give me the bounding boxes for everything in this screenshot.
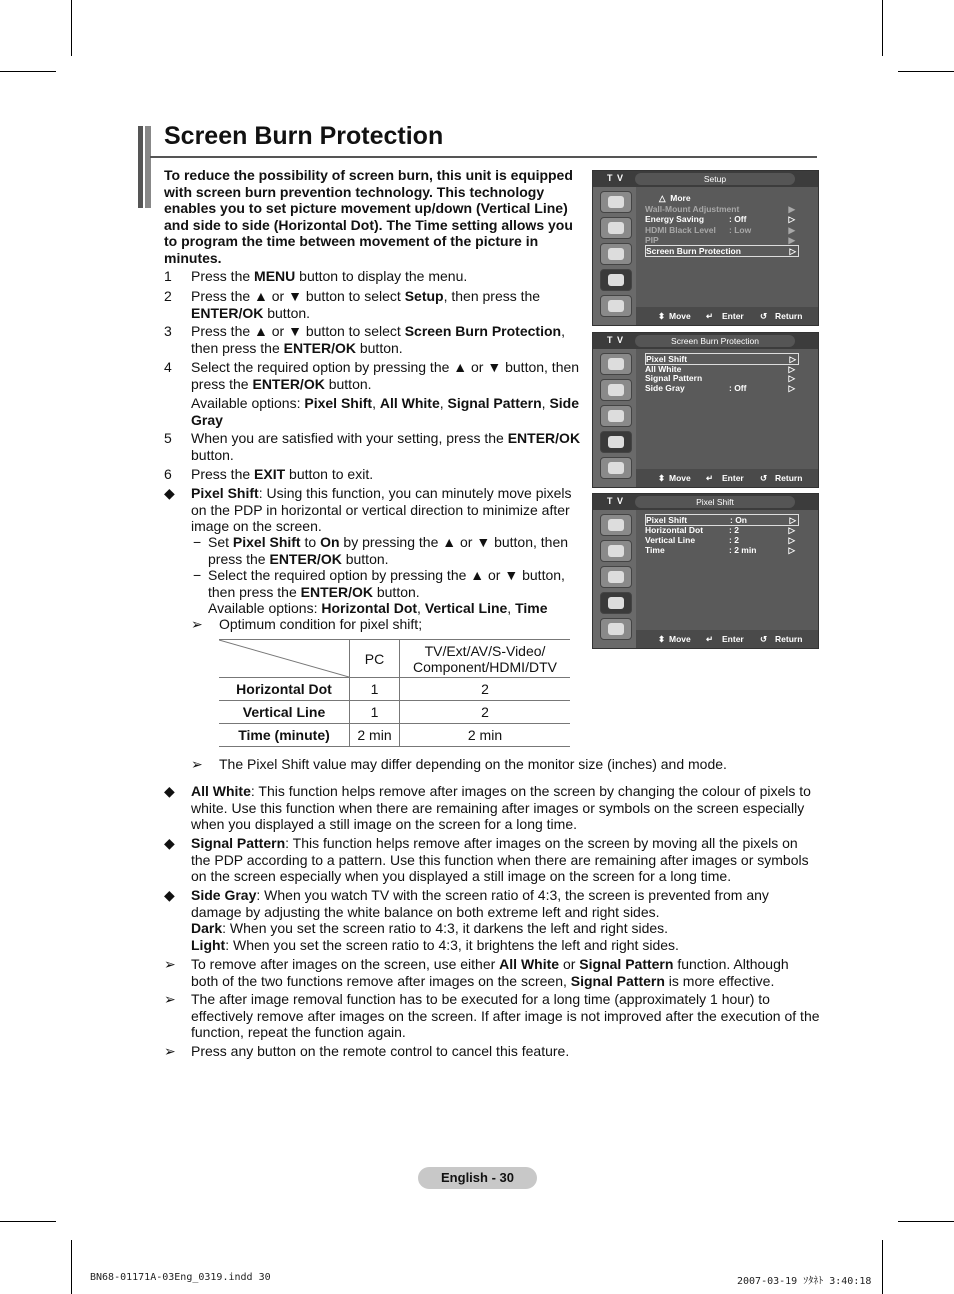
table-corner	[219, 640, 350, 678]
step-number: 6	[164, 466, 172, 482]
sound-icon	[600, 540, 632, 562]
diamond-bullet-icon: ◆	[164, 835, 175, 851]
diamond-bullet-icon: ◆	[164, 485, 175, 501]
menu-icon-column	[593, 187, 636, 325]
diamond-bullet-icon: ◆	[164, 887, 175, 903]
table-row	[219, 678, 570, 701]
menu-row: All White ▷	[645, 364, 795, 374]
channel-icon	[600, 243, 632, 265]
print-footer-right: 2007-03-19 ｿﾀﾈﾄ 3:40:18	[737, 1276, 872, 1287]
menu-title: Screen Burn Protection	[635, 335, 795, 347]
crop-mark	[882, 0, 883, 56]
optimum-note: Optimum condition for pixel shift;	[219, 616, 423, 632]
tv-label: T V	[607, 496, 625, 506]
pixel-shift-description: Pixel Shift: Using this function, you can minutely move pixels on the PDP in horizontal or vertical direction to minimize after image on the screen.	[191, 485, 572, 534]
setup-gear-icon	[600, 592, 632, 614]
title-rule	[150, 156, 817, 158]
crop-mark	[0, 1221, 56, 1222]
channel-icon	[600, 405, 632, 427]
tv-label: T V	[607, 173, 625, 183]
cell-tv: 2 min	[400, 724, 571, 747]
setup-menu-screenshot	[592, 170, 819, 326]
note-arrow-icon: ➢	[164, 956, 176, 972]
menu-row: Energy Saving : Off ▷	[645, 214, 795, 224]
step-4: Select the required option by pressing the ▲ or ▼ button, then press the ENTER/OK button.	[191, 359, 580, 392]
menu-row-selected: Pixel Shift : On ▷	[645, 514, 799, 526]
cell-pc: 1	[350, 678, 400, 701]
table-row	[219, 724, 570, 747]
menu-header	[593, 171, 818, 187]
row-label: Vertical Line	[219, 701, 350, 724]
duration-note: The after image removal function has to be executed for a long time (approximately 1 hour) to effectively remove after images on the screen. If after image is not improved after the execution of the function, repeat the function again.	[191, 991, 820, 1040]
move-icon: ⬍	[658, 634, 666, 644]
page-number: English - 30	[418, 1167, 537, 1189]
note-arrow-icon: ➢	[164, 1043, 176, 1059]
menu-row: Signal Pattern ▷	[645, 373, 795, 383]
setup-gear-icon	[600, 269, 632, 291]
step-2: Press the ▲ or ▼ button to select Setup, then press the ENTER/OK button.	[191, 288, 541, 321]
menu-row: PIP ▶	[645, 235, 795, 245]
more-item: △ More	[659, 193, 691, 203]
step-4-options: Available options: Pixel Shift, All White, Signal Pattern, Side Gray	[191, 395, 580, 428]
picture-icon	[600, 514, 632, 536]
crop-mark	[898, 71, 954, 72]
move-icon: ⬍	[658, 311, 666, 321]
pixel-shift-sub-options: Available options: Horizontal Dot, Vertical Line, Time	[208, 600, 548, 616]
enter-icon: ↵	[706, 473, 714, 483]
note-arrow-icon: ➢	[191, 756, 203, 772]
menu-row: Vertical Line : 2 ▷	[645, 535, 795, 545]
pixel-shift-sub-1: Set Pixel Shift to On by pressing the ▲ or ▼ button, then press the ENTER/OK button.	[208, 534, 569, 567]
side-gray-light: Light: When you set the screen ratio to 4:3, it brightens the left and right sides.	[191, 937, 679, 953]
return-icon: ↺	[760, 311, 768, 321]
signal-pattern-description: Signal Pattern: This function helps remove after images on the screen by moving all the pixels on the PDP according to a pattern. Use this function when there are remaining after images or symbols on the screen especially when you displayed a still image on the screen for a long time.	[191, 835, 809, 884]
pixel-shift-sub-2: Select the required option by pressing the ▲ or ▼ button, then press the ENTER/OK button.	[208, 567, 565, 600]
crop-mark	[71, 1240, 72, 1294]
enter-icon: ↵	[706, 634, 714, 644]
menu-row: Side Gray : Off ▷	[645, 383, 795, 393]
row-label: Time (minute)	[219, 724, 350, 747]
cell-tv: 2	[400, 678, 571, 701]
menu-row: Time : 2 min ▷	[645, 545, 795, 555]
cancel-note: Press any button on the remote control to cancel this feature.	[191, 1043, 570, 1059]
menu-footer: ⬍ Move ↵ Enter ↺ Return	[636, 630, 818, 648]
diamond-bullet-icon: ◆	[164, 783, 175, 799]
enter-icon: ↵	[706, 311, 714, 321]
cell-tv: 2	[400, 701, 571, 724]
menu-footer: ⬍ Move ↵ Enter ↺ Return	[636, 469, 818, 487]
crop-mark	[71, 0, 72, 56]
page-title: Screen Burn Protection	[164, 122, 444, 150]
menu-title: Pixel Shift	[635, 496, 795, 508]
menu-row: Wall-Mount Adjustment ▶	[645, 204, 795, 214]
input-icon	[600, 618, 632, 640]
setup-gear-icon	[600, 431, 632, 453]
note-arrow-icon: ➢	[164, 991, 176, 1007]
intro-paragraph: To reduce the possibility of screen burn, this unit is equipped with screen burn prevention technology. This technology enables you to set picture movement up/down (Vertical Line) and side to side (Horizontal Dot). The Time setting allows you to program the time between movement of the picture in minutes.	[164, 167, 573, 266]
crop-mark	[882, 1240, 883, 1294]
pixel-shift-note: The Pixel Shift value may differ depending on the monitor size (inches) and mode.	[219, 756, 727, 772]
crop-mark	[0, 71, 56, 72]
input-icon	[600, 295, 632, 317]
pixel-shift-table	[219, 639, 570, 747]
menu-row: HDMI Black Level : Low ▶	[645, 225, 795, 235]
cell-pc: 1	[350, 701, 400, 724]
picture-icon	[600, 191, 632, 213]
menu-header	[593, 494, 818, 510]
step-5: When you are satisfied with your setting, press the ENTER/OK button.	[191, 430, 581, 463]
step-3: Press the ▲ or ▼ button to select Screen Burn Protection, then press the ENTER/OK button.	[191, 323, 565, 356]
print-footer-left: BN68-01171A-03Eng_0319.indd 30	[90, 1272, 271, 1283]
menu-icon-column	[593, 349, 636, 487]
menu-row-selected: Screen Burn Protection ▷	[645, 245, 799, 257]
diagonal-line-icon	[219, 640, 349, 677]
step-number: 3	[164, 323, 172, 339]
return-icon: ↺	[760, 634, 768, 644]
screen-burn-menu-screenshot	[592, 332, 819, 488]
menu-header	[593, 333, 818, 349]
step-number: 4	[164, 359, 172, 375]
step-number: 5	[164, 430, 172, 446]
removal-note: To remove after images on the screen, use either All White or Signal Pattern function. Although both of the two functions remove after images on the screen, Signal Pattern is more effective.	[191, 956, 789, 989]
menu-title: Setup	[635, 173, 795, 185]
channel-icon	[600, 566, 632, 588]
row-label: Horizontal Dot	[219, 678, 350, 701]
menu-row-selected: Pixel Shift ▷	[645, 353, 799, 365]
side-gray-dark: Dark: When you set the screen ratio to 4:3, it darkens the left and right sides.	[191, 920, 669, 936]
dash-icon: −	[193, 534, 202, 550]
sound-icon	[600, 217, 632, 239]
table-row	[219, 701, 570, 724]
title-bar-decoration	[145, 126, 151, 208]
menu-row: Horizontal Dot : 2 ▷	[645, 525, 795, 535]
cell-pc: 2 min	[350, 724, 400, 747]
step-6: Press the EXIT button to exit.	[191, 466, 374, 482]
note-arrow-icon: ➢	[191, 616, 203, 632]
picture-icon	[600, 353, 632, 375]
dash-icon: −	[193, 567, 202, 583]
pixel-shift-menu-screenshot	[592, 493, 819, 649]
step-number: 1	[164, 268, 172, 284]
table-header-tv: TV/Ext/AV/S-Video/ Component/HDMI/DTV	[400, 640, 571, 678]
return-icon: ↺	[760, 473, 768, 483]
tv-label: T V	[607, 335, 625, 345]
crop-mark	[898, 1221, 954, 1222]
step-1: Press the MENU button to display the menu.	[191, 268, 468, 284]
side-gray-description: Side Gray: When you watch TV with the screen ratio of 4:3, the screen is prevented from any damage by adjusting the white balance on both extreme left and right sides.	[191, 887, 769, 920]
title-bar-decoration	[138, 126, 143, 208]
all-white-description: All White: This function helps remove after images on the screen by changing the colour of pixels to white. Use this function when there are remaining after images or symbols on the screen especially when you displayed a still image on the screen for a long time.	[191, 783, 811, 832]
sound-icon	[600, 379, 632, 401]
step-number: 2	[164, 288, 172, 304]
input-icon	[600, 457, 632, 479]
table-header-pc: PC	[350, 640, 400, 678]
move-icon: ⬍	[658, 473, 666, 483]
menu-footer: ⬍ Move ↵ Enter ↺ Return	[636, 307, 818, 325]
menu-icon-column	[593, 510, 636, 648]
